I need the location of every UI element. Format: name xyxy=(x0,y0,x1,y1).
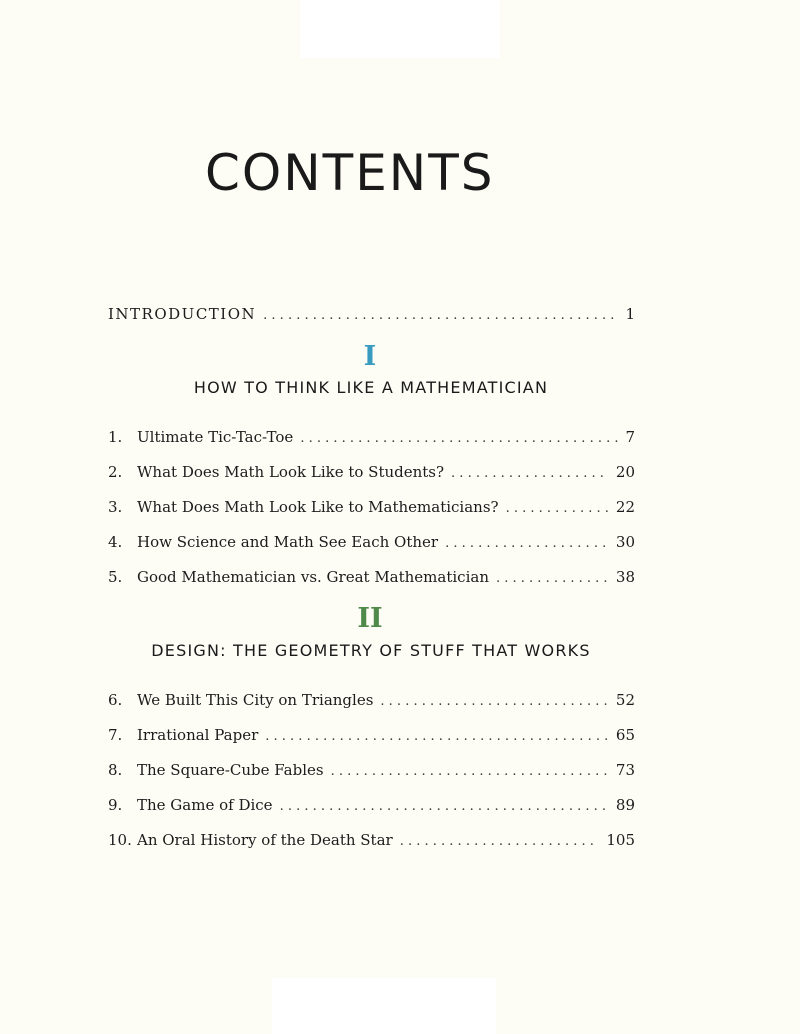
toc-entry-number: 4. xyxy=(108,533,123,551)
toc-entry-page: 89 xyxy=(615,796,635,814)
toc-entry[interactable] xyxy=(108,531,635,553)
toc-entry-page: 22 xyxy=(615,498,635,516)
toc-entry[interactable] xyxy=(108,829,635,851)
toc-entry[interactable] xyxy=(108,566,635,588)
toc-entry-number: 9. xyxy=(108,796,123,814)
toc-entry-title: The Square-Cube Fables xyxy=(137,761,324,779)
toc-entry-page: 52 xyxy=(615,691,635,709)
toc-entry-title: Ultimate Tic-Tac-Toe xyxy=(137,428,294,446)
dot-leader xyxy=(445,533,609,555)
dot-leader xyxy=(331,761,609,783)
dot-leader xyxy=(380,691,609,713)
dot-leader xyxy=(400,831,600,853)
toc-entry-number: 10. xyxy=(108,831,132,849)
page-tab-bottom xyxy=(272,978,496,1034)
toc-entry-title: What Does Math Look Like to Students? xyxy=(137,463,445,481)
toc-entry-title: Good Mathematician vs. Great Mathematician xyxy=(137,568,489,586)
part-title: HOW TO THINK LIKE A MATHEMATICIAN xyxy=(193,378,549,397)
toc-entry-title: Irrational Paper xyxy=(137,726,259,744)
dot-leader xyxy=(280,796,609,818)
dot-leader xyxy=(263,305,618,327)
toc-entry-title: We Built This City on Triangles xyxy=(137,691,374,709)
part-numeral: I xyxy=(363,341,377,372)
toc-entry-number: 5. xyxy=(108,568,123,586)
toc-entry[interactable] xyxy=(108,794,635,816)
toc-entry-title: INTRODUCTION xyxy=(108,305,257,323)
toc-entry-page: 30 xyxy=(615,533,635,551)
toc-entry[interactable] xyxy=(108,724,635,746)
toc-entry-page: 105 xyxy=(606,831,635,849)
toc-entry-title: What Does Math Look Like to Mathematicians? xyxy=(137,498,499,516)
toc-entry-title: How Science and Math See Each Other xyxy=(137,533,439,551)
toc-entry[interactable] xyxy=(108,759,635,781)
page-title: CONTENTS xyxy=(205,144,495,202)
toc-entry-number: 7. xyxy=(108,726,123,744)
page-tab-top xyxy=(300,0,500,58)
toc-entry-page: 65 xyxy=(615,726,635,744)
toc-entry-number: 8. xyxy=(108,761,123,779)
part-title: DESIGN: THE GEOMETRY OF STUFF THAT WORKS xyxy=(151,641,591,660)
toc-entry-page: 7 xyxy=(625,428,635,446)
toc-entry-number: 6. xyxy=(108,691,123,709)
toc-entry[interactable] xyxy=(108,689,635,711)
part-numeral: II xyxy=(357,603,383,634)
toc-entry[interactable] xyxy=(108,461,635,483)
dot-leader xyxy=(265,726,609,748)
toc-entry-number: 1. xyxy=(108,428,123,446)
toc-entry-page: 20 xyxy=(615,463,635,481)
dot-leader xyxy=(451,463,609,485)
toc-entry-number: 2. xyxy=(108,463,123,481)
toc-entry-page: 38 xyxy=(615,568,635,586)
toc-entry-page: 73 xyxy=(615,761,635,779)
toc-entry-title: An Oral History of the Death Star xyxy=(137,831,393,849)
toc-entry-introduction[interactable] xyxy=(108,303,635,325)
dot-leader xyxy=(300,428,618,450)
toc-entry-title: The Game of Dice xyxy=(137,796,273,814)
toc-entry-number: 3. xyxy=(108,498,123,516)
dot-leader xyxy=(506,498,609,520)
toc-entry-page: 1 xyxy=(625,305,635,323)
toc-entry[interactable] xyxy=(108,496,635,518)
toc-entry[interactable] xyxy=(108,426,635,448)
dot-leader xyxy=(496,568,609,590)
